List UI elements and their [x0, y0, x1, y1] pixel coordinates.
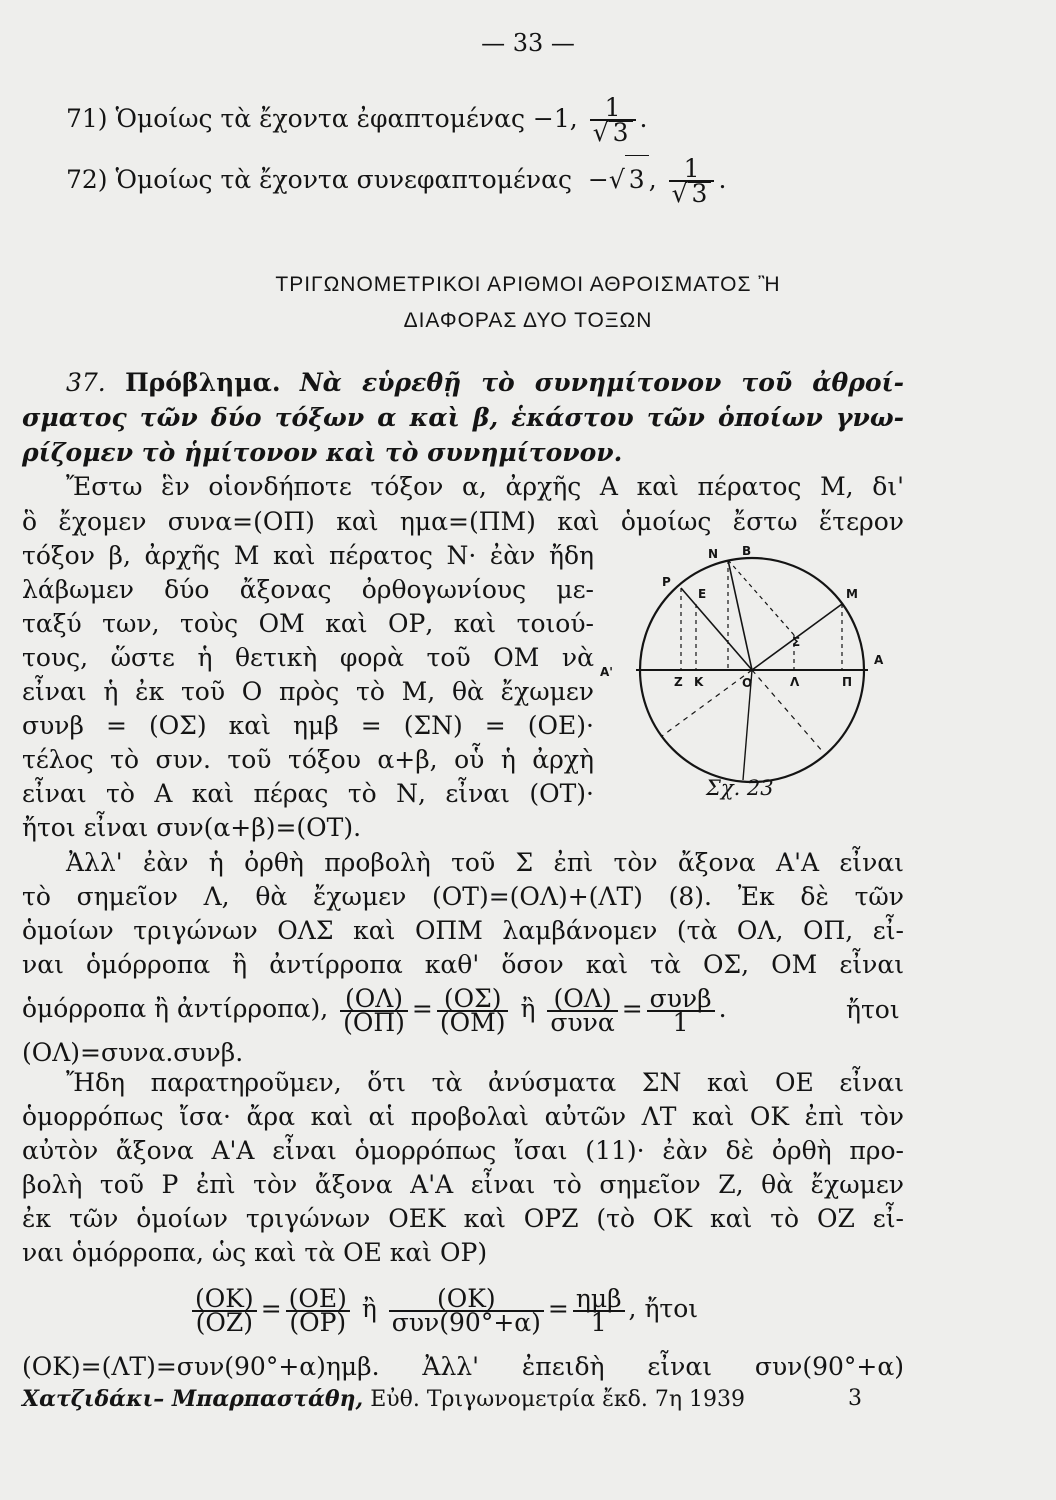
label-a: A [874, 653, 884, 667]
label-e: E [698, 587, 707, 601]
ratio-os-om-den: (ΟΜ) [439, 1007, 506, 1037]
radius-op [681, 588, 752, 670]
ratio-ok-oz [192, 1283, 257, 1337]
ratio-ok-cos-num: (ΟΚ) [389, 1288, 544, 1312]
label-k: K [694, 675, 704, 689]
exercise-71-frac-den: 3 [609, 121, 633, 144]
label-pi: Π [842, 675, 853, 689]
exercise-71-number: 71) [66, 104, 108, 133]
dashed-n-sigma [728, 560, 794, 635]
dashed-op-extension [752, 670, 823, 752]
equals-sign: = [621, 994, 643, 1023]
ratio-ol-cosa [547, 983, 617, 1037]
ratio-sinb-1-num: ημβ [573, 1288, 625, 1312]
ratio-sinb-1 [573, 1283, 625, 1337]
p1-line5: ταξύ των, τοὺς ΟΜ καὶ ΟΡ, καὶ τοιού- [22, 609, 594, 638]
p2-line6: (ΟΛ)=συνα.συνβ. [22, 1038, 244, 1067]
p2-line5 [22, 983, 727, 1037]
footer-signature: 3 [848, 1386, 862, 1411]
or-word: ἢ [361, 1294, 377, 1323]
radius-on [728, 560, 752, 670]
equals-sign: = [411, 994, 433, 1023]
exercise-71-frac-num: 1 [590, 97, 636, 121]
exercise-72-sqrt-arg: 3 [625, 155, 649, 204]
p1-line11: ἤτοι εἶναι συν(α+β)=(ΟΤ). [22, 813, 362, 842]
problem-line2: σματος τῶν δύο τόξων α καὶ β, ἑκάστου τῶν ὁποίων γνω- [22, 403, 904, 432]
section-heading-line1: ΤΡΙΓΩΝΟΜΕΤΡΙΚΟΙ ΑΡΙΘΜΟΙ ΑΘΡΟΙΣΜΑΤΟΣ Ἢ [275, 273, 781, 296]
p2-line1: Ἀλλ' ἐὰν ἡ ὀρθὴ προβολὴ τοῦ Σ ἐπὶ τὸν ἄξονα Α'Α εἶναι [66, 848, 904, 877]
or-word: ἢ [520, 994, 536, 1023]
display-equation [188, 1283, 699, 1337]
radical-sign: √ [592, 118, 609, 147]
problem-line1 [66, 368, 904, 398]
ratio-oe-op-den: (ΟΡ) [289, 1307, 347, 1337]
p1-line8: συνβ = (ΟΣ) καὶ ημβ = (ΣΝ) = (ΟΕ)· [22, 711, 594, 740]
footer-book: Εὐθ. Τριγωνομετρία ἔκδ. 7η 1939 [370, 1387, 746, 1412]
p2-line2: τὸ σημεῖον Λ, θὰ ἔχωμεν (ΟΤ)=(ΟΛ)+(ΛΤ) (8). Ἐκ δὲ τῶν [22, 882, 904, 911]
p1-line1: Ἔστω ἓν οἱονδήποτε τόξον α, ἀρχῆς Α καὶ πέρατος Μ, δι' [66, 472, 904, 501]
equation-end: , ἤτοι [628, 1294, 699, 1323]
p2-line5-text: ὁμόρροπα ἢ ἀντίρροπα), [22, 994, 329, 1023]
exercise-72-tail: . [718, 165, 727, 194]
ratio-os-om [437, 983, 509, 1037]
ratio-ok-oz-num: (ΟΚ) [192, 1288, 257, 1312]
p2-line3: ὁμοίων τριγώνων ΟΛΣ καὶ ΟΠΜ λαμβάνομεν (τὰ ΟΛ, ΟΠ, εἶ- [22, 916, 904, 945]
footer [22, 1384, 745, 1415]
equals-sign: = [260, 1294, 282, 1323]
label-p: P [662, 575, 671, 589]
ratio-cosb-1-num: συνβ [647, 988, 715, 1012]
ratio-ol-op-num: (ΟΛ) [340, 988, 408, 1012]
unit-circle-diagram [596, 540, 896, 810]
problem-label: Πρόβλημα. [125, 368, 281, 397]
label-b: B [742, 544, 752, 558]
figure-caption: Σχ. 23 [706, 776, 774, 800]
label-o: O [742, 676, 753, 690]
exercise-72-frac-den: 3 [688, 182, 712, 205]
period: . [718, 994, 727, 1023]
ratio-oe-op-num: (ΟΕ) [286, 1288, 350, 1312]
p1-line7: εἶναι ἡ ἐκ τοῦ Ο πρὸς τὸ Μ, θὰ ἔχωμεν [22, 677, 594, 706]
ratio-cosb-1 [647, 983, 715, 1037]
p1-line2: ὃ ἔχομεν συνα=(ΟΠ) καὶ ημα=(ΠΜ) καὶ ὁμοίως ἔστω ἕτερον [22, 507, 904, 536]
p1-line6: τους, ὥστε ἡ θετικὴ φορὰ τοῦ ΟΜ νὰ [22, 643, 594, 672]
section-heading-line2: ΔΙΑΦΟΡΑΣ ΔΥΟ ΤΟΞΩΝ [403, 309, 653, 332]
exercise-71 [66, 93, 648, 147]
ratio-os-om-num: (ΟΣ) [437, 988, 509, 1012]
p1-line3: τόξον β, ἀρχῆς Μ καὶ πέρατος Ν· ἐὰν ἤδη [22, 541, 594, 570]
p3-line5: ἐκ τῶν ὁμοίων τριγώνων ΟΕΚ καὶ ΟΡΖ (τὸ ΟΚ καὶ τὸ ΟΖ εἶ- [22, 1204, 904, 1233]
page-number: — 33 — [481, 29, 575, 57]
ratio-ol-cosa-num: (ΟΛ) [547, 988, 617, 1012]
exercise-72-text: Ὁμοίως τὰ ἔχοντα συνεφαπτομένας [115, 165, 572, 194]
p3-line1: Ἤδη παρατηροῦμεν, ὅτι τὰ ἀνύσματα ΣΝ καὶ ΟΕ εἶναι [66, 1068, 904, 1097]
exercise-71-text: Ὁμοίως τὰ ἔχοντα ἐφαπτομένας −1, [115, 104, 578, 133]
label-m: M [846, 587, 858, 601]
exercise-72-frac-num: 1 [669, 158, 715, 182]
ratio-ok-cos [389, 1283, 544, 1337]
exercise-72 [66, 154, 727, 208]
exercise-72-comma: , [648, 165, 657, 194]
problem-line3: ρίζομεν τὸ ἡμίτονον καὶ τὸ συνημίτονον. [22, 438, 623, 467]
exercise-72-number: 72) [66, 165, 108, 194]
p2-line4: ναι ὁμόρροπα ἢ ἀντίρροπα καθ' ὅσον καὶ τὰ ΟΣ, ΟΜ εἶναι [22, 950, 904, 979]
ratio-ok-cos-den: συν(90°+α) [391, 1307, 541, 1337]
p3-line4: βολὴ τοῦ Ρ ἐπὶ τὸν ἄξονα Α'Α εἶναι τὸ σημεῖον Ζ, θὰ ἔχωμεν [22, 1170, 904, 1199]
ratio-ok-oz-den: (ΟΖ) [195, 1307, 254, 1337]
exercise-71-tail: . [639, 104, 648, 133]
radical-sign: √ [671, 179, 688, 208]
last-line: (ΟΚ)=(ΛΤ)=συν(90°+α)ημβ. Ἀλλ' ἐπειδὴ εἶναι συν(90°+α) [22, 1352, 904, 1381]
exercise-72-fraction [669, 154, 715, 208]
problem-number: 37. [66, 368, 106, 397]
label-z: Z [674, 675, 683, 689]
problem-text-1: Νὰ εὑρεθῇ τὸ συνημίτονον τοῦ ἀθροί- [299, 368, 904, 397]
label-n: N [708, 547, 719, 561]
ratio-cosb-1-den: 1 [672, 1007, 689, 1037]
equals-sign: = [547, 1294, 569, 1323]
p2-line5-end: ἤτοι [846, 995, 900, 1024]
radical-sign: √ [608, 165, 625, 194]
p1-line9: τέλος τὸ συν. τοῦ τόξου α+β, οὗ ἡ ἀρχὴ [22, 745, 594, 774]
figure-23 [596, 540, 896, 810]
ratio-sinb-1-den: 1 [590, 1307, 607, 1337]
p3-line3: αὐτὸν ἄξονα Α'Α εἶναι ὁμορρόπως ἴσαι (11)· ἐὰν δὲ ὀρθὴ προ- [22, 1136, 904, 1165]
label-a-prime: A' [600, 665, 613, 679]
ratio-ol-op [340, 983, 408, 1037]
footer-authors: Χατζιδάκι– Μπαρπαστάθη, [22, 1386, 364, 1412]
p1-line4: λάβωμεν δύο ἄξονας ὀρθογωνίους με- [22, 575, 594, 604]
p1-line10: εἶναι τὸ Α καὶ πέρας τὸ Ν, εἶναι (ΟΤ)· [22, 779, 594, 808]
exercise-72-minus: − [587, 165, 609, 194]
ratio-ol-op-den: (ΟΠ) [343, 1007, 405, 1037]
label-sigma: Σ [792, 635, 801, 649]
exercise-71-fraction [590, 93, 636, 147]
p3-line6: ναι ὁμόρροπα, ὡς καὶ τὰ ΟΕ καὶ ΟΡ) [22, 1238, 488, 1267]
p3-line2: ὁμορρόπως ἴσα· ἄρα καὶ αἱ προβολαὶ αὐτῶν ΛΤ καὶ ΟΚ ἐπὶ τὸν [22, 1102, 904, 1131]
label-lambda: Λ [790, 675, 800, 689]
ratio-oe-op [286, 1283, 350, 1337]
ratio-ol-cosa-den: συνα [550, 1007, 615, 1037]
